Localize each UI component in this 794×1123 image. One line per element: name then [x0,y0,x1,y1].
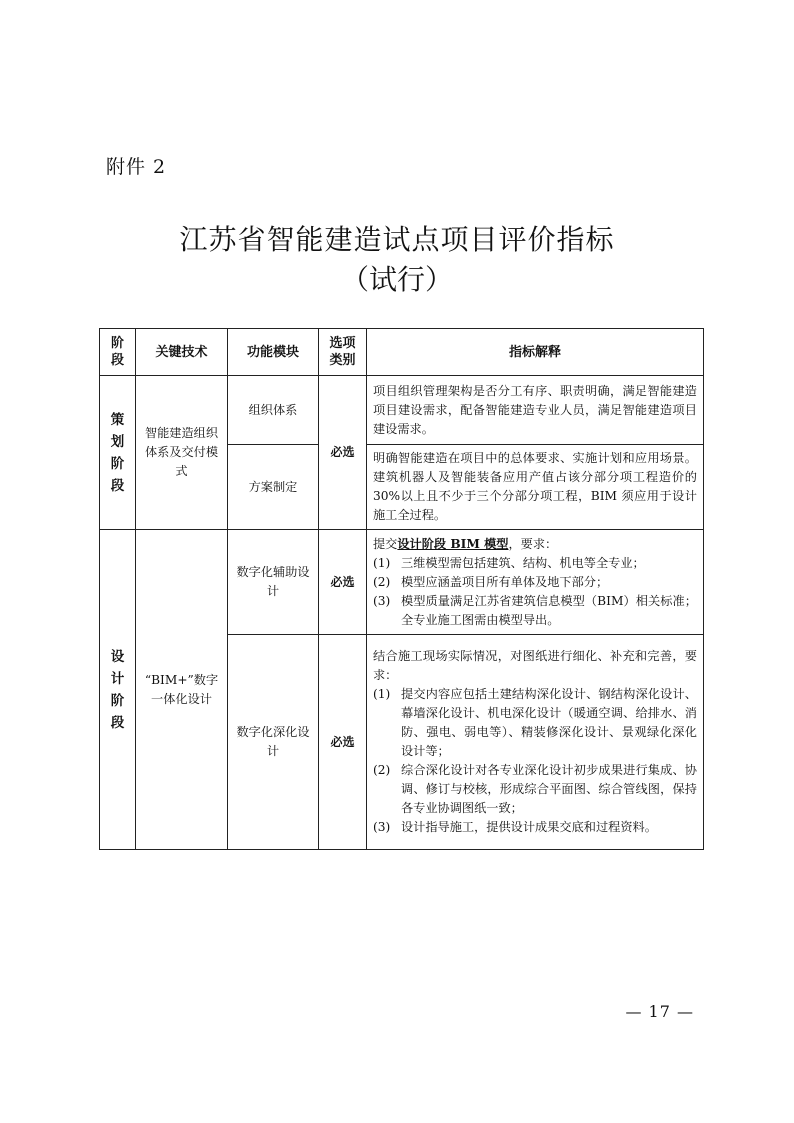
required-badge: 必选 [319,376,367,530]
stage-char: 阶 [110,455,125,472]
header-type [319,329,367,376]
evaluation-index-table [99,328,704,850]
explanation-text: 项目组织管理架构是否分工有序、职责明确，满足智能建造项目建设需求，配备智能建造专业人员，满足智能建造项目建设需求。 [373,383,697,436]
header-key-tech: 关键技术 [136,329,228,376]
stage-char: 阶 [110,692,125,709]
stage-design [100,530,136,850]
list-item [373,818,697,837]
item-number: (1) [373,555,391,570]
required-badge: 必选 [319,530,367,635]
list-item [373,685,697,761]
stage-planning [100,376,136,530]
item-number: (2) [373,574,391,589]
item-text: 综合深化设计对各专业深化设计初步成果进行集成、协调、修订与校核，形成综合平面图、综合管线图，保持各专业协调图纸一致； [401,763,697,815]
item-number: (3) [373,820,391,834]
explanation-text: 明确智能建造在项目中的总体要求、实施计划和应用场景。建筑机器人及智能装备应用产值占该分部分项工程造价的 30%以上且不少于三个分部分项工程，BIM 须应用于设计施工全过程。 [373,451,697,522]
required-badge: 必选 [319,635,367,850]
module-cell: 数字化深化设计 [228,635,319,850]
list-item [373,554,697,573]
header-module: 功能模块 [228,329,319,376]
table-header-row [100,329,704,376]
page-title: 江苏省智能建造试点项目评价指标 [179,223,615,256]
item-text: 提交内容应包括土建结构深化设计、钢结构深化设计、幕墙深化设计、机电深化设计（暖通空调、给排水、消防、强电、弱电等）、精装修深化设计、景观绿化深化设计等； [401,687,697,758]
header-stage [100,329,136,376]
explanation-cell [367,530,704,635]
list-item [373,573,697,592]
explanation-cell [367,376,704,445]
item-text: 设计指导施工，提供设计成果交底和过程资料。 [401,820,657,834]
stage-char: 段 [110,477,125,494]
item-text: 三维模型需包括建筑、结构、机电等全专业； [401,555,645,570]
module-cell: 组织体系 [228,376,319,445]
module-cell: 数字化辅助设计 [228,530,319,635]
header-type-label: 选项类别 [329,336,356,368]
item-text: 模型质量满足江苏省建筑信息模型（BIM）相关标准；全专业施工图需由模型导出。 [401,593,697,627]
stage-char: 划 [110,433,125,450]
item-number: (2) [373,763,391,777]
attachment-label: 附件 2 [106,156,167,178]
key-tech-design: “BIM+”数字一体化设计 [136,530,228,850]
stage-char: 计 [110,670,125,687]
intro-prefix: 提交 [373,536,398,551]
module-cell: 方案制定 [228,445,319,530]
header-explanation: 指标解释 [367,329,704,376]
stage-char: 策 [110,411,125,428]
stage-char: 设 [110,648,125,665]
key-tech-planning: 智能建造组织体系及交付模式 [136,376,228,530]
intro-emphasis: 设计阶段 BIM 模型 [397,536,509,551]
item-number: (1) [373,687,391,701]
list-item [373,761,697,818]
table-row [100,376,704,445]
explanation-intro: 结合施工现场实际情况，对图纸进行细化、补充和完善，要求： [373,649,697,682]
item-text: 模型应涵盖项目所有单体及地下部分； [401,574,609,589]
table-row [100,530,704,635]
stage-char: 段 [110,714,125,731]
header-stage-label: 阶段 [110,336,124,368]
list-item [373,592,697,630]
explanation-intro [373,535,697,554]
page-subtitle: （试行） [340,263,453,296]
explanation-cell [367,635,704,850]
explanation-cell [367,445,704,530]
page-number: — 17 — [625,1002,694,1021]
item-number: (3) [373,593,391,608]
intro-suffix: ，要求： [508,536,558,551]
